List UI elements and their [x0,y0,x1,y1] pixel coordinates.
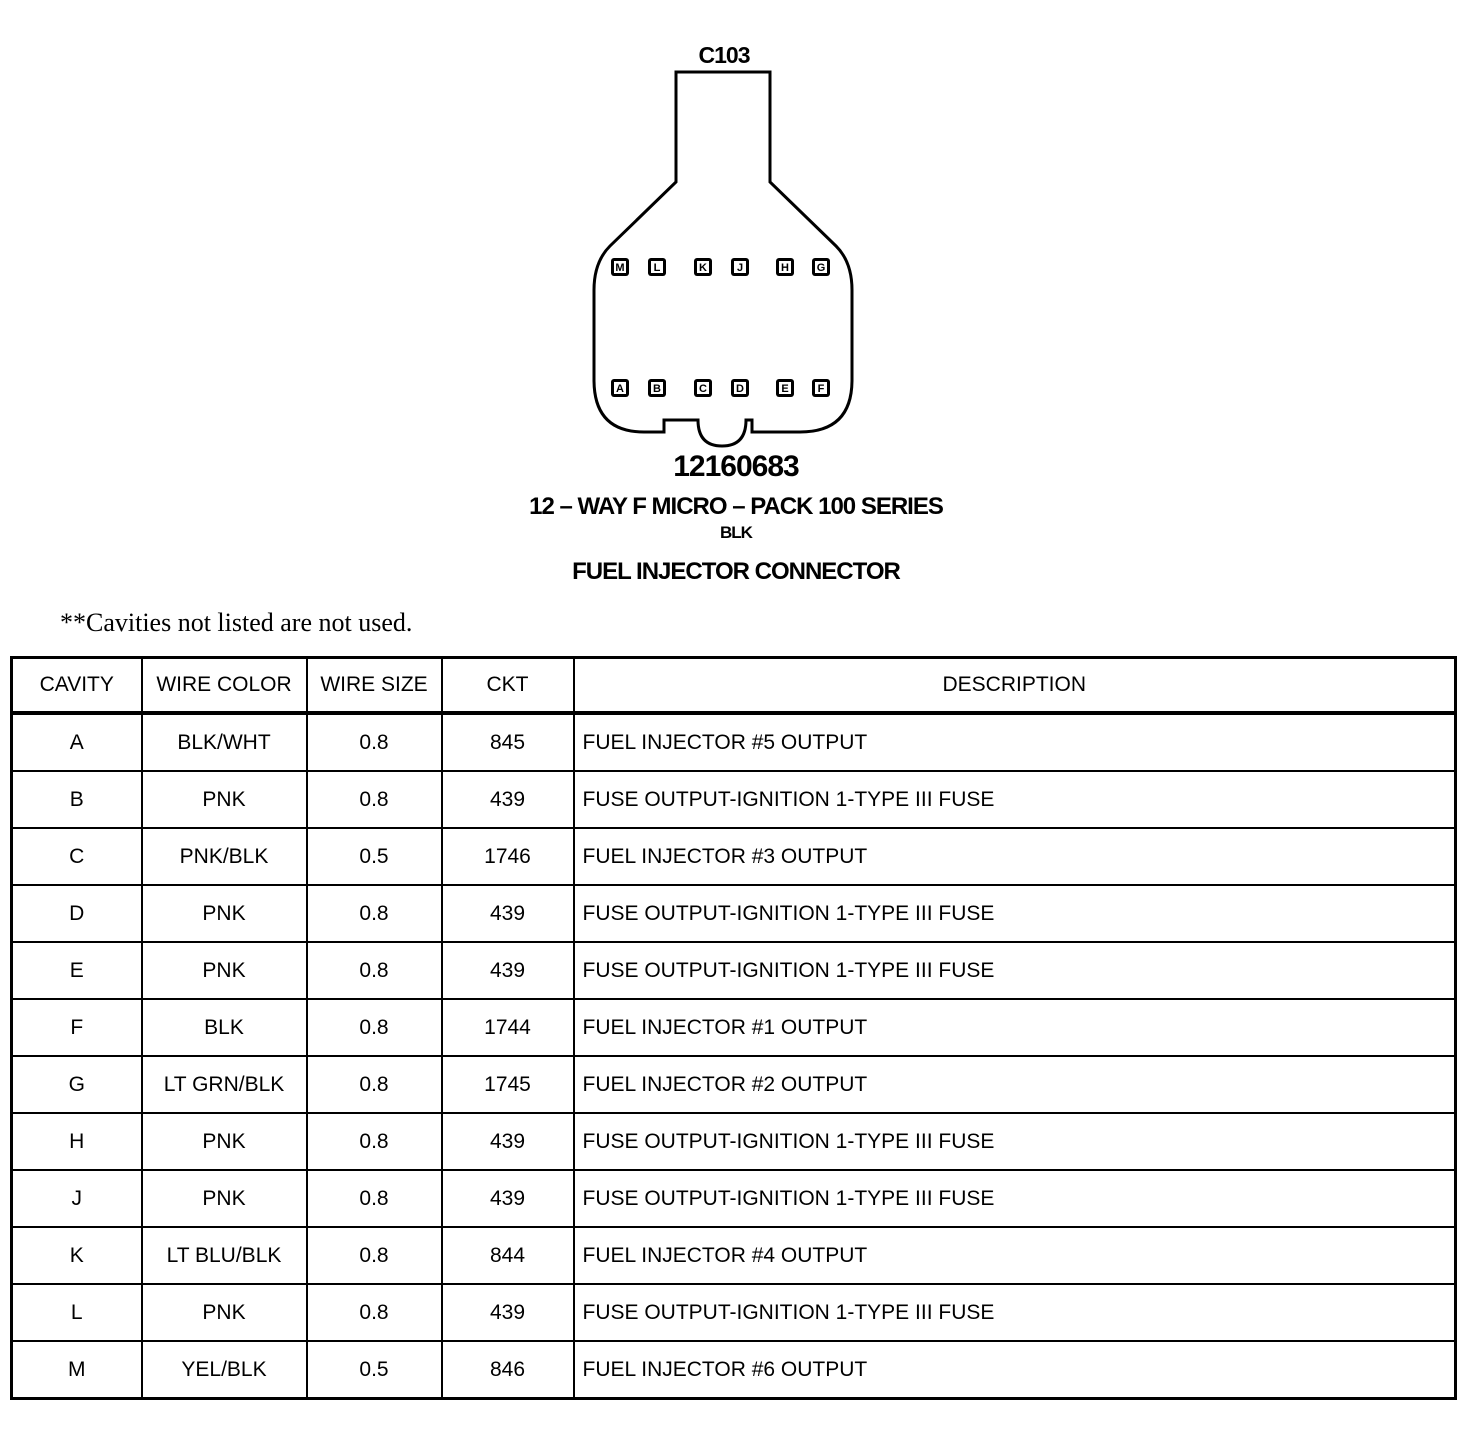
cell-ckt: 1746 [442,828,574,885]
header-description: DESCRIPTION [574,658,1456,714]
pin-letter: A [616,383,624,395]
cell-wire-color: PNK [142,1170,307,1227]
cell-wire-size: 0.8 [307,1227,442,1284]
cell-wire-color: PNK [142,771,307,828]
cell-wire-size: 0.5 [307,828,442,885]
top-pin-h [776,258,794,276]
cell-wire-color: PNK [142,1284,307,1341]
cell-ckt: 439 [442,1284,574,1341]
cell-description: FUEL INJECTOR #6 OUTPUT [574,1341,1456,1399]
cell-ckt: 439 [442,942,574,999]
cell-description: FUSE OUTPUT-IGNITION 1-TYPE III FUSE [574,942,1456,999]
cell-cavity: J [12,1170,142,1227]
cell-cavity: E [12,942,142,999]
cell-description: FUSE OUTPUT-IGNITION 1-TYPE III FUSE [574,1113,1456,1170]
table-row [12,828,1456,885]
cell-ckt: 1745 [442,1056,574,1113]
pin-letter: J [736,262,744,274]
cell-description: FUEL INJECTOR #2 OUTPUT [574,1056,1456,1113]
cavity-table [10,656,1457,1400]
connector-series: 12 – WAY F MICRO – PACK 100 SERIES [529,493,943,520]
header-ckt: CKT [442,658,574,714]
cell-wire-color: LT BLU/BLK [142,1227,307,1284]
cell-description: FUSE OUTPUT-IGNITION 1-TYPE III FUSE [574,1170,1456,1227]
table-row [12,1341,1456,1399]
cell-ckt: 439 [442,771,574,828]
top-pin-row [611,258,830,276]
cell-wire-color: BLK [142,999,307,1056]
cell-ckt: 1744 [442,999,574,1056]
cell-ckt: 439 [442,1170,574,1227]
table-row [12,1227,1456,1284]
cell-cavity: C [12,828,142,885]
table-row [12,713,1456,771]
cell-ckt: 846 [442,1341,574,1399]
cell-cavity: D [12,885,142,942]
cell-description: FUSE OUTPUT-IGNITION 1-TYPE III FUSE [574,1284,1456,1341]
top-pin-j [731,258,749,276]
pin-letter: D [736,383,744,395]
cell-wire-color: PNK [142,1113,307,1170]
cell-description: FUEL INJECTOR #4 OUTPUT [574,1227,1456,1284]
bottom-pin-e [776,379,794,397]
cell-wire-color: BLK/WHT [142,713,307,771]
pin-letter: G [816,262,826,274]
bottom-pin-b [648,379,666,397]
cell-cavity: F [12,999,142,1056]
cell-wire-color: PNK [142,885,307,942]
pin-letter: C [699,383,707,395]
cell-ckt: 439 [442,1113,574,1170]
header-cavity: CAVITY [12,658,142,714]
top-pin-l [648,258,666,276]
pin-letter: M [615,262,625,274]
cell-ckt: 845 [442,713,574,771]
table-row [12,1170,1456,1227]
bottom-pin-c [694,379,712,397]
cell-cavity: H [12,1113,142,1170]
bottom-pin-row [611,379,830,397]
table-row [12,885,1456,942]
cell-wire-size: 0.8 [307,885,442,942]
cell-description: FUSE OUTPUT-IGNITION 1-TYPE III FUSE [574,771,1456,828]
cell-wire-size: 0.8 [307,771,442,828]
unused-cavities-note: **Cavities not listed are not used. [60,608,413,637]
cell-wire-size: 0.8 [307,942,442,999]
connector-name: FUEL INJECTOR CONNECTOR [572,558,900,585]
table-row [12,999,1456,1056]
cell-wire-color: PNK [142,942,307,999]
cell-cavity: A [12,713,142,771]
pin-letter: H [781,262,789,274]
cell-wire-size: 0.8 [307,1056,442,1113]
cell-ckt: 844 [442,1227,574,1284]
cell-wire-size: 0.5 [307,1341,442,1399]
pin-letter: E [781,383,789,395]
bottom-pin-d [731,379,749,397]
table-row [12,1113,1456,1170]
cell-wire-size: 0.8 [307,999,442,1056]
table-row [12,942,1456,999]
cell-description: FUEL INJECTOR #3 OUTPUT [574,828,1456,885]
bottom-pin-a [611,379,629,397]
cell-description: FUEL INJECTOR #5 OUTPUT [574,713,1456,771]
connector-color: BLK [720,523,752,542]
cell-wire-color: YEL/BLK [142,1341,307,1399]
header-wire-color: WIRE COLOR [142,658,307,714]
table-row [12,1284,1456,1341]
cell-wire-color: LT GRN/BLK [142,1056,307,1113]
cell-cavity: L [12,1284,142,1341]
cell-cavity: G [12,1056,142,1113]
header-wire-size: WIRE SIZE [307,658,442,714]
table-row [12,771,1456,828]
cell-wire-size: 0.8 [307,1170,442,1227]
cell-wire-size: 0.8 [307,1113,442,1170]
connector-id: C103 [698,42,750,68]
top-pin-g [812,258,830,276]
bottom-pin-f [812,379,830,397]
part-number: 12160683 [673,450,799,483]
pin-letter: F [817,383,825,395]
cell-cavity: B [12,771,142,828]
cell-ckt: 439 [442,885,574,942]
table-row [12,1056,1456,1113]
cell-description: FUSE OUTPUT-IGNITION 1-TYPE III FUSE [574,885,1456,942]
cell-cavity: M [12,1341,142,1399]
top-pin-k [694,258,712,276]
top-pin-m [611,258,629,276]
pin-letter: B [653,383,661,395]
cell-description: FUEL INJECTOR #1 OUTPUT [574,999,1456,1056]
cell-wire-size: 0.8 [307,713,442,771]
cell-cavity: K [12,1227,142,1284]
table-header-row [12,658,1456,714]
pin-letter: L [653,262,661,274]
cell-wire-size: 0.8 [307,1284,442,1341]
pin-letter: K [699,262,707,274]
cell-wire-color: PNK/BLK [142,828,307,885]
